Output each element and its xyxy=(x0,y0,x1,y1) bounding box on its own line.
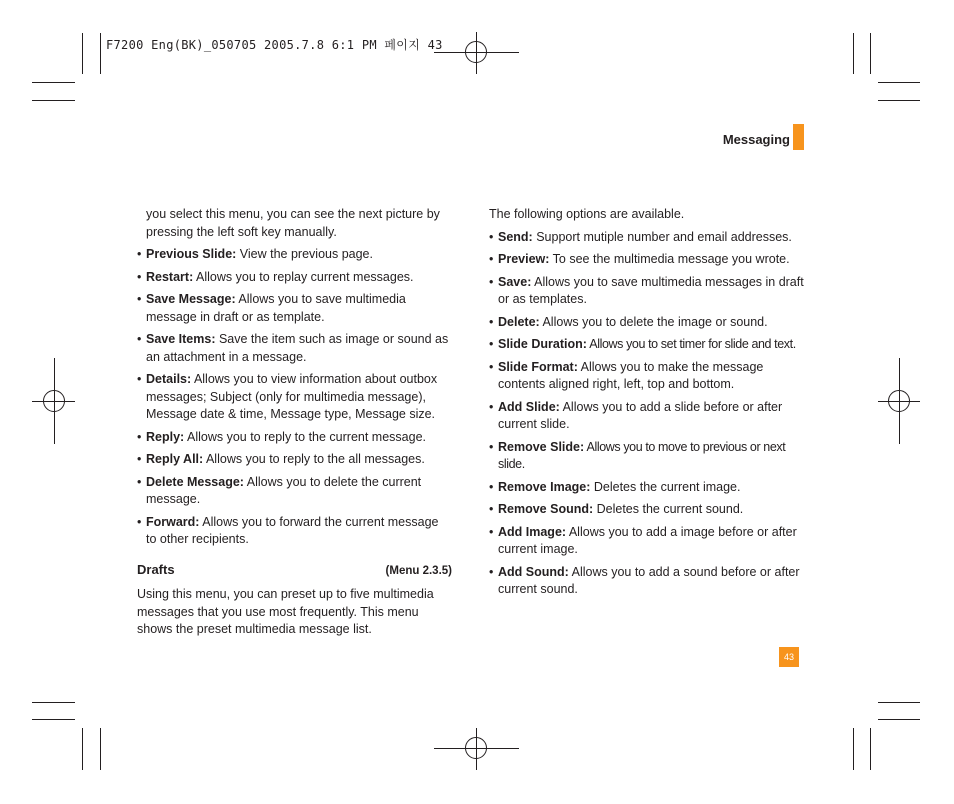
option-term: Save Message: xyxy=(146,292,236,306)
option-description: To see the multimedia message you wrote. xyxy=(549,252,790,266)
option-item xyxy=(489,439,809,474)
section-tab-marker xyxy=(793,124,804,150)
left-column xyxy=(137,206,452,644)
option-item xyxy=(137,291,452,326)
option-item xyxy=(489,229,809,247)
option-item xyxy=(137,474,452,509)
right-option-list xyxy=(489,229,809,599)
section-header-label: Messaging xyxy=(722,132,790,147)
option-description: Allows you to delete the current message. xyxy=(146,474,422,506)
bullet-icon: • xyxy=(137,247,142,261)
option-description: Allows you to make the message contents aligned right, left, top and bottom. xyxy=(498,359,764,391)
option-item xyxy=(489,336,809,354)
bullet-icon: • xyxy=(137,372,142,386)
option-term: Reply: xyxy=(146,429,185,444)
bullet-icon: • xyxy=(489,564,494,579)
option-item xyxy=(137,371,452,424)
option-item xyxy=(137,331,452,366)
bullet-icon: • xyxy=(489,314,494,329)
option-description: Deletes the current image. xyxy=(590,479,741,494)
bullet-icon: • xyxy=(489,359,494,374)
bullet-icon: • xyxy=(489,524,494,539)
option-description: Allows you to add a slide before or after current slide. xyxy=(498,399,783,431)
option-description: Allows you to view information about outbox messages; Subject (only for multimedia message), Message date & time, Message type, Message size. xyxy=(146,372,438,421)
option-item xyxy=(489,314,809,332)
option-term: Save Items: xyxy=(146,332,216,346)
option-term: Slide Format: xyxy=(498,359,578,374)
printer-slug: F7200 Eng(BK)_050705 2005.7.8 6:1 PM 페이지 43 xyxy=(106,38,443,52)
option-description: Support mutiple number and email addresses. xyxy=(532,229,792,244)
bullet-icon: • xyxy=(137,514,142,529)
option-term: Remove Slide: xyxy=(498,439,585,454)
option-description: Allows you to delete the image or sound. xyxy=(539,314,768,329)
bullet-icon: • xyxy=(489,229,494,244)
option-item xyxy=(489,564,809,599)
option-item xyxy=(489,251,809,269)
option-item xyxy=(489,274,809,309)
left-option-list xyxy=(137,246,452,549)
option-item xyxy=(137,451,452,469)
option-description: Allows you to add a image before or after current image. xyxy=(498,524,797,556)
option-term: Save: xyxy=(498,274,532,289)
bullet-icon: • xyxy=(489,502,494,516)
option-term: Delete Message: xyxy=(146,474,244,489)
option-term: Reply All: xyxy=(146,452,204,466)
option-item xyxy=(489,359,809,394)
option-term: Remove Sound: xyxy=(498,502,594,516)
option-description: View the previous page. xyxy=(236,247,373,261)
option-description: Allows you to set timer for slide and text. xyxy=(586,337,796,351)
bullet-icon: • xyxy=(489,274,494,289)
bullet-icon: • xyxy=(137,269,142,284)
option-item xyxy=(489,479,809,497)
option-item xyxy=(489,501,809,519)
option-term: Delete: xyxy=(498,314,540,329)
option-term: Slide Duration: xyxy=(498,337,587,351)
option-description: Allows you to reply to the all messages. xyxy=(203,452,425,466)
option-description: Allows you to add a sound before or after current sound. xyxy=(498,564,800,596)
drafts-body: Using this menu, you can preset up to five multimedia messages that you use most frequently. This menu shows the preset multimedia message list. xyxy=(137,587,434,636)
drafts-menu-number: (Menu 2.3.5) xyxy=(385,564,452,577)
bullet-icon: • xyxy=(489,479,494,494)
option-item xyxy=(137,269,452,287)
bullet-icon: • xyxy=(137,292,142,306)
bullet-icon: • xyxy=(137,474,142,489)
option-description: Allows you to save multimedia message in draft or as template. xyxy=(146,292,406,324)
option-term: Remove Image: xyxy=(498,479,591,494)
option-description: Allows you to replay current messages. xyxy=(193,269,414,284)
bullet-icon: • xyxy=(489,439,494,454)
option-item xyxy=(137,429,452,447)
bullet-icon: • xyxy=(137,429,142,444)
continued-paragraph: you select this menu, you can see the next picture by pressing the left soft key manually. xyxy=(146,207,440,239)
option-term: Add Image: xyxy=(498,524,567,539)
option-description: Allows you to move to previous or next slide. xyxy=(498,439,786,471)
bullet-icon: • xyxy=(489,337,494,351)
option-description: Allows you to save multimedia messages in draft or as templates. xyxy=(498,274,804,306)
option-term: Send: xyxy=(498,229,533,244)
option-term: Add Sound: xyxy=(498,564,569,579)
bullet-icon: • xyxy=(137,452,142,466)
option-description: Allows you to forward the current message to other recipients. xyxy=(146,514,439,546)
option-term: Add Slide: xyxy=(498,399,560,414)
drafts-title: Drafts xyxy=(137,561,175,577)
option-item xyxy=(137,246,452,264)
option-item xyxy=(137,514,452,549)
option-term: Details: xyxy=(146,372,192,386)
option-term: Restart: xyxy=(146,269,194,284)
option-item xyxy=(489,399,809,434)
options-intro: The following options are available. xyxy=(489,207,685,221)
bullet-icon: • xyxy=(137,332,142,346)
right-column xyxy=(489,206,809,604)
option-term: Previous Slide: xyxy=(146,247,237,261)
option-description: Save the item such as image or sound as an attachment in a message. xyxy=(146,332,449,364)
option-description: Allows you to reply to the current message. xyxy=(184,429,426,444)
option-term: Forward: xyxy=(146,514,200,529)
bullet-icon: • xyxy=(489,399,494,414)
option-item xyxy=(489,524,809,559)
option-description: Deletes the current sound. xyxy=(593,502,744,516)
option-term: Preview: xyxy=(498,252,550,266)
bullet-icon: • xyxy=(489,252,494,266)
drafts-heading xyxy=(137,561,452,581)
page-number: 43 xyxy=(779,647,799,667)
